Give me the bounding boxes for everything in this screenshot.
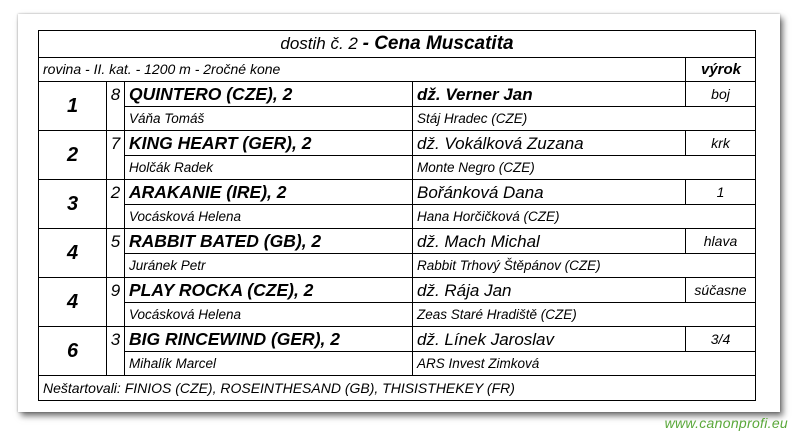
place-cell: 2 [39,131,107,179]
trainer-cell: Juránek Petr [125,254,413,277]
horse-cell: KING HEART (GER), 2 [125,131,413,156]
place-cell: 6 [39,327,107,375]
jockey-cell: dž. Línek Jaroslav [413,327,685,352]
result-cell: 1 [685,180,755,205]
start-number-cell: 2 [107,180,125,228]
jockey-cell: dž. Verner Jan [413,82,685,107]
table-row [39,82,755,131]
table-row [39,327,755,376]
result-cell: hlava [685,229,755,254]
results-rows [39,82,755,376]
place-cell: 4 [39,229,107,277]
race-conditions [39,58,755,82]
jockey-cell: dž. Mach Michal [413,229,685,254]
result-cell: súčasne [685,278,755,303]
place-cell: 3 [39,180,107,228]
results-table [38,30,756,401]
start-number-cell: 3 [107,327,125,375]
horse-cell: PLAY ROCKA (CZE), 2 [125,278,413,303]
jockey-cell: dž. Rája Jan [413,278,685,303]
table-row [39,229,755,278]
horse-cell: ARAKANIE (IRE), 2 [125,180,413,205]
watermark: www.canonprofi.eu [664,415,788,431]
result-cell: boj [685,82,755,107]
trainer-cell: Holčák Radek [125,156,413,179]
start-number-cell: 7 [107,131,125,179]
owner-cell: ARS Invest Zimková [417,356,540,371]
owner-cell: Hana Horčičková (CZE) [417,209,560,224]
race-title [39,31,755,58]
jockey-cell: Bořánková Dana [413,180,685,205]
race-title-prefix: dostih č. 2 [280,34,363,53]
place-cell: 4 [39,278,107,326]
horse-cell: BIG RINCEWIND (GER), 2 [125,327,413,352]
start-number-cell: 5 [107,229,125,277]
result-cell: 3/4 [685,327,755,352]
race-conditions-text: rovina - II. kat. - 1200 m - 2ročné kone [43,61,281,77]
trainer-cell: Váňa Tomáš [125,107,413,130]
trainer-cell: Vocásková Helena [125,303,413,326]
jockey-cell: dž. Vokálková Zuzana [413,131,685,156]
non-starters: Neštartovali: FINIOS (CZE), ROSEINTHESAND (GB), THISISTHEKEY (FR) [43,380,515,396]
trainer-cell: Vocásková Helena [125,205,413,228]
owner-cell: Zeas Staré Hradiště (CZE) [417,307,577,322]
place-cell: 1 [39,82,107,130]
table-row [39,131,755,180]
trainer-cell: Mihalík Marcel [125,352,413,375]
result-column-header: výrok [685,58,756,81]
table-row [39,278,755,327]
horse-cell: RABBIT BATED (GB), 2 [125,229,413,254]
start-number-cell: 8 [107,82,125,130]
race-title-name: - Cena Muscatita [362,33,514,54]
owner-cell: Stáj Hradec (CZE) [417,111,528,126]
result-cell: krk [685,131,755,156]
table-row [39,180,755,229]
owner-cell: Monte Negro (CZE) [417,160,535,175]
start-number-cell: 9 [107,278,125,326]
horse-cell: QUINTERO (CZE), 2 [125,82,413,107]
owner-cell: Rabbit Trhový Štěpánov (CZE) [417,258,601,273]
